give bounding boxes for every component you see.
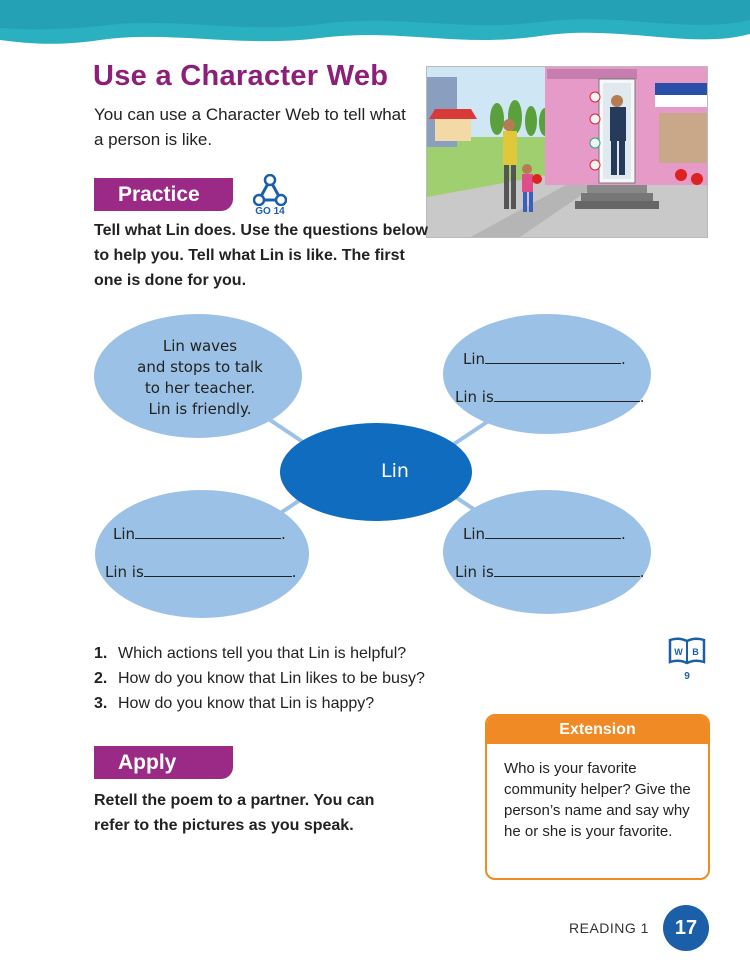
apply-banner: Apply [94,746,233,779]
bubble-bottom-left [95,490,309,618]
answer-blank[interactable] [485,527,621,539]
practice-banner: Practice [94,178,233,211]
bubble-bottom-right [443,490,651,614]
street-scene-illustration [426,66,708,238]
question-item: 2. How do you know that Lin likes to be busy? [94,670,425,687]
workbook-link[interactable] [667,636,707,682]
extension-box [485,714,710,880]
question-list [94,641,425,716]
workbook-icon [667,636,707,666]
extension-text: Who is your favorite community helper? Give the person’s name and say why he or she is your favorite. [504,760,691,840]
center-label: Lin [381,460,409,482]
practice-instructions: Tell what Lin does. Use the questions below to help you. Tell what Lin is like. The first one is done for you. [94,222,428,289]
is-line-top-right[interactable]: Lin is . [455,388,645,406]
answer-blank[interactable] [135,527,281,539]
does-line-bottom-right[interactable]: Lin . [463,525,626,543]
intro-text: You can use a Character Web to tell what a person is like. [94,105,406,149]
footer-section-label: READING 1 [569,920,649,936]
does-line-top-right[interactable]: Lin . [463,350,626,368]
example-answer: Lin waves and stops to talk to her teacher. Lin is friendly. [137,337,263,418]
svg-text:B: B [692,647,699,657]
question-item: 1. Which actions tell you that Lin is helpful? [94,645,407,662]
graphic-organizer-icon [253,174,287,206]
svg-text:W: W [674,647,683,657]
go-label: GO 14 [255,206,285,217]
top-wave-band [0,0,750,60]
apply-instructions: Retell the poem to a partner. You can refer to the pictures as you speak. [94,792,375,834]
is-line-bottom-right[interactable]: Lin is . [455,563,645,581]
does-line-bottom-left[interactable]: Lin . [113,525,286,543]
answer-blank[interactable] [144,565,292,577]
question-item: 3. How do you know that Lin is happy? [94,695,375,712]
bubble-top-right [443,314,651,434]
workbook-page: 9 [684,671,690,682]
answer-blank[interactable] [485,352,621,364]
is-line-bottom-left[interactable]: Lin is . [105,563,297,581]
page-number: 17 [663,905,709,951]
page-title: Use a Character Web [93,60,389,92]
graphic-organizer-link[interactable] [250,174,290,220]
character-web [90,310,670,622]
answer-blank[interactable] [494,565,640,577]
answer-blank[interactable] [494,390,640,402]
extension-heading: Extension [487,716,708,744]
